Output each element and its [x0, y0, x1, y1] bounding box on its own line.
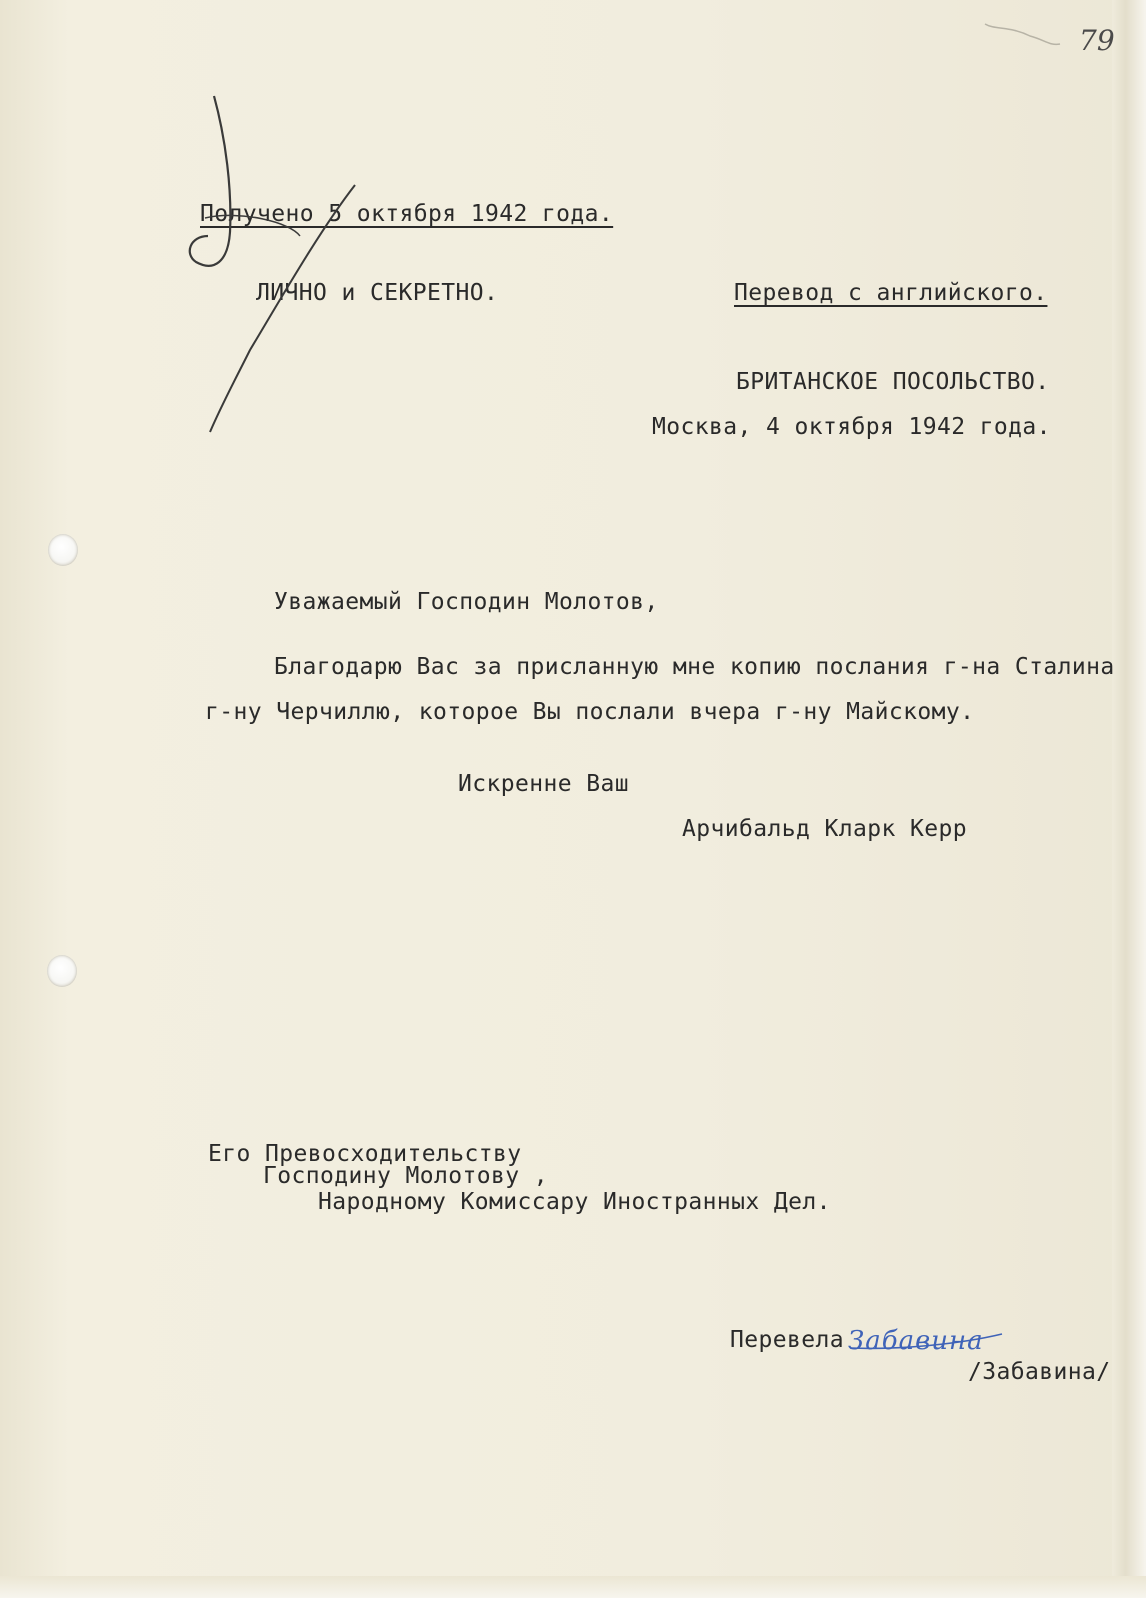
translator-name: /Забавина/: [968, 1359, 1111, 1385]
translator-label: Перевела: [730, 1327, 844, 1353]
pencil-stroke: [210, 185, 355, 432]
sender-organization: БРИТАНСКОЕ ПОСОЛЬСТВО.: [736, 369, 1050, 395]
pencil-scribble: [985, 24, 1060, 44]
pencil-stroke: [190, 96, 231, 266]
addressee-line: Народному Комиссару Иностранных Дел.: [318, 1189, 831, 1215]
page-number: 79: [1079, 24, 1115, 57]
translation-note: Перевод с английского.: [734, 280, 1048, 306]
closing: Искренне Ваш: [458, 771, 629, 797]
body-line: Благодарю Вас за присланную мне копию послания г-на Сталина: [274, 654, 1115, 680]
place-and-date: Москва, 4 октября 1942 года.: [652, 414, 1051, 440]
addressee-line: Его Превосходительству: [208, 1141, 522, 1167]
salutation: Уважаемый Господин Молотов,: [274, 589, 659, 615]
addressee-line: Господину Молотову ,: [263, 1163, 548, 1189]
signer-name: Арчибальд Кларк Керр: [682, 816, 967, 842]
pencil-stroke: [205, 215, 300, 236]
received-stamp-line: Получено 5 октября 1942 года.: [200, 201, 614, 227]
classification: ЛИЧНО и СЕКРЕТНО.: [256, 280, 499, 306]
translator-handwritten-signature: Забавина: [848, 1326, 984, 1356]
body-line: г-ну Черчиллю, которое Вы послали вчера г-ну Майскому.: [205, 699, 975, 725]
handwriting-underline: [850, 1334, 1002, 1348]
